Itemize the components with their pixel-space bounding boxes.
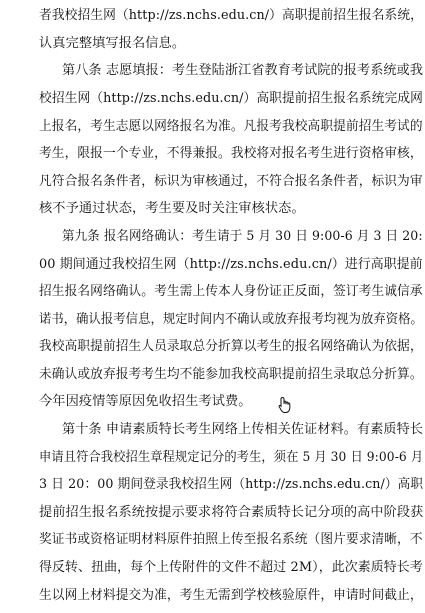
paragraph-line: 凡符合报名条件者，标识为审核通过，不符合报名条件者，标识为审 [39, 174, 423, 189]
paragraph-line: 校招生网（http://zs.nchs.edu.cn/）高职提前招生报名系统完成网 [39, 91, 424, 106]
paragraph-line: 者我校招生网（http://zs.nchs.edu.cn/）高职提前招生报名系统， [39, 8, 424, 23]
paragraph-line: 未确认或放弃报考考生均不能参加我校高职提前招生录取总分折算。 [39, 367, 423, 382]
paragraph-line: 认真完整填写报名信息。 [39, 36, 186, 51]
paragraph-line: 生以网上材料提交为准，考生无需到学校核验原件，申请时间截止， [39, 588, 423, 603]
paragraph-line: 3 日 20：00 期间登录我校招生网（http://zs.nchs.edu.cn/）高职 [39, 477, 424, 492]
paragraph-line: 核不予通过状态，考生要及时关注审核状态。 [39, 201, 305, 216]
article-10-heading-line: 第十条 申请素质特长考生网络上传相关佐证材料。有素质特长 [62, 422, 424, 437]
paragraph-line: 提前招生报名系统按提示要求将符合素质特长记分项的高中阶段获 [39, 505, 424, 520]
paragraph-line: 诺书，确认报考信息，规定时间内不确认或放弃报考均视为放弃资格。 [39, 312, 423, 327]
paragraph-line: 申请且符合我校招生章程规定记分的考生，须在 5 月 30 日 9:00-6 月 [39, 450, 424, 465]
article-9-heading-line: 第九条 报名网络确认：考生请于 5 月 30 日 9:00-6 月 3 日 20: [62, 229, 423, 244]
paragraph-line: 今年因疫情等原因免收招生考试费。 [39, 394, 252, 409]
paragraph-line: 考生，限报一个专业，不得兼报。我校将对报名考生进行资格审核， [39, 146, 423, 161]
article-8-heading-line: 第八条 志愿填报：考生登陆浙江省教育考试院的报考系统或我 [62, 63, 424, 78]
paragraph-line: 上报名，考生志愿以网络报名为准。凡报考我校高职提前招生考试的 [39, 119, 423, 134]
paragraph-line: 00 期间通过我校招生网（http://zs.nchs.edu.cn/）进行高职提前 [39, 257, 423, 272]
paragraph-line: 奖证书或资格证明材料原件拍照上传至报名系统（图片要求清晰，不 [39, 532, 423, 547]
paragraph-line: 得反转、扭曲，每个上传附件的文件不超过 2M），此次素质特长考 [39, 560, 423, 575]
paragraph-line: 招生报名网络确认。考生需上传本人身份证正反面，签订考生诚信承 [39, 284, 423, 299]
paragraph-line: 我校高职提前招生人员录取总分折算以考生的报名网络确认为依据， [39, 339, 423, 354]
hand-cursor-icon [277, 396, 293, 414]
